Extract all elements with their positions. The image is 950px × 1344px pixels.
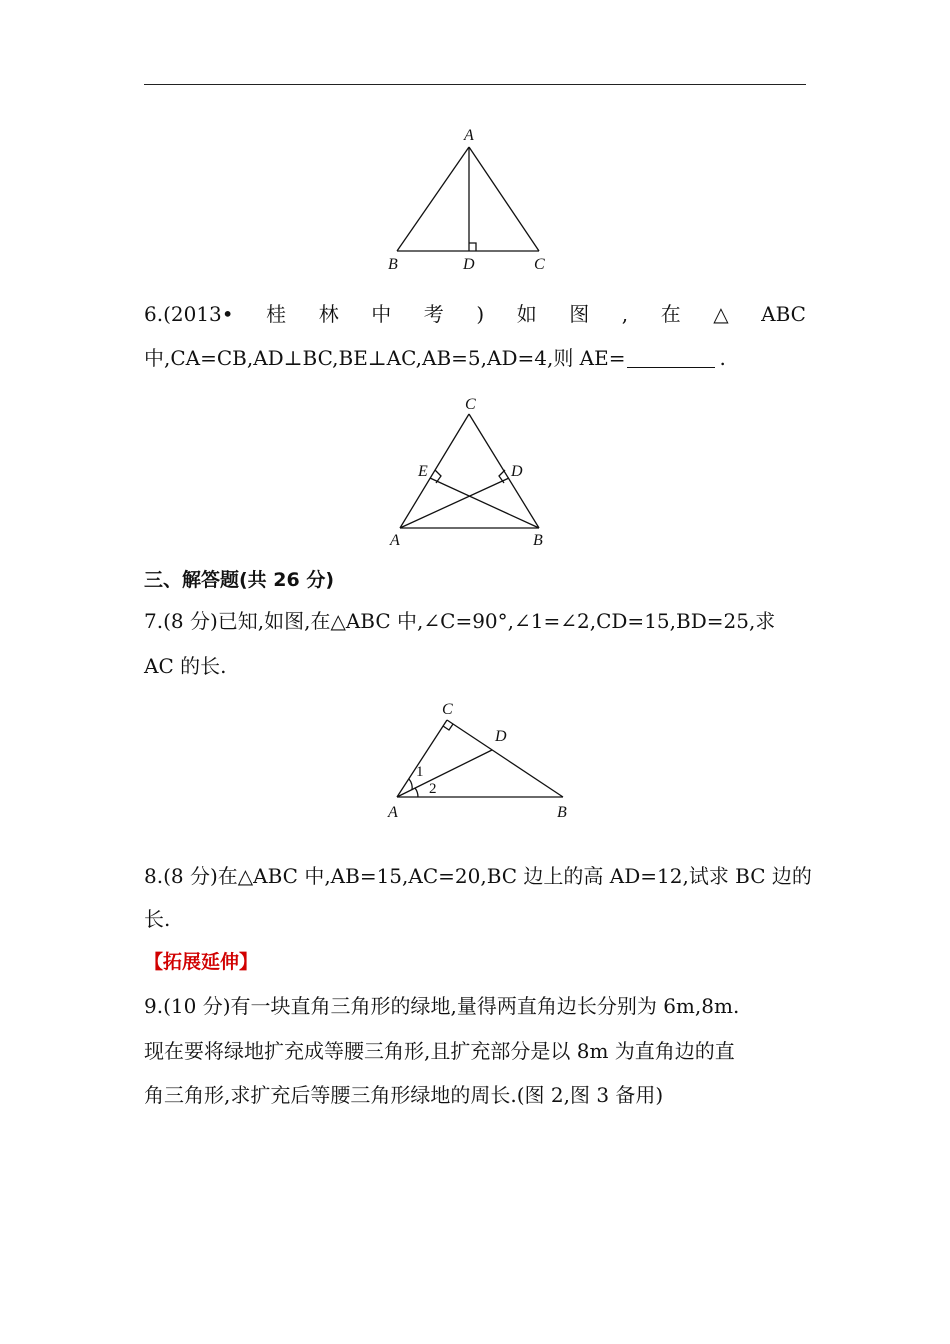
label-angle-1: 1	[416, 764, 424, 780]
bisector-ad	[397, 750, 492, 797]
extension-title: 【拓展延伸】	[144, 951, 259, 973]
q6-part: 6.(2013•	[144, 302, 234, 326]
label-a: A	[464, 127, 474, 144]
answer-blank[interactable]	[627, 347, 715, 368]
q6-part: )	[476, 302, 485, 326]
q6-part: △	[713, 302, 729, 326]
label-b: B	[533, 532, 543, 549]
q9-line2: 现在要将绿地扩充成等腰三角形,且扩充部分是以 8m 为直角边的直	[144, 1039, 735, 1063]
q6-part: 桂	[266, 302, 287, 326]
angle-arc-2	[415, 788, 418, 797]
q7-line2: AC 的长.	[144, 654, 227, 678]
label-c: C	[442, 701, 453, 718]
q6-part: 图	[569, 302, 590, 326]
q9-line3: 角三角形,求扩充后等腰三角形绿地的周长.(图 2,图 3 备用)	[144, 1083, 664, 1107]
altitude-ad	[400, 478, 509, 528]
label-b: B	[388, 256, 398, 273]
q6-part: 考	[423, 302, 444, 326]
q6-part: ,	[621, 302, 629, 326]
q6-part: 在	[660, 302, 681, 326]
q6-part: 林	[318, 302, 339, 326]
label-angle-2: 2	[429, 781, 437, 797]
label-d: D	[495, 728, 507, 745]
label-d: D	[463, 256, 475, 273]
q8-line2: 长.	[144, 907, 171, 931]
q6-line1	[144, 300, 806, 328]
side-ab	[397, 147, 469, 251]
figure-right-triangle-bisector	[380, 696, 580, 826]
side-ca	[400, 414, 469, 528]
q9-line1: 9.(10 分)有一块直角三角形的绿地,量得两直角边长分别为 6m,8m.	[144, 994, 740, 1018]
label-c: C	[465, 396, 476, 413]
label-d: D	[511, 463, 523, 480]
q6-line2	[144, 344, 726, 372]
figure-triangle-two-altitudes	[380, 392, 560, 552]
label-e: E	[418, 463, 428, 480]
right-angle-mark	[469, 243, 476, 251]
q6-line2-end: .	[719, 346, 726, 370]
header-rule	[144, 84, 806, 85]
q6-part: 如	[516, 302, 537, 326]
section-title: 三、解答题(共 26 分)	[144, 569, 335, 591]
side-ac	[397, 720, 447, 797]
label-a: A	[388, 804, 398, 821]
label-c: C	[534, 256, 545, 273]
q6-line2-text: 中,CA=CB,AD⊥BC,BE⊥AC,AB=5,AD=4,则 AE=	[144, 346, 626, 370]
label-a: A	[390, 532, 400, 549]
altitude-be	[430, 478, 539, 528]
q6-part: 中	[371, 302, 392, 326]
angle-arc-1	[409, 779, 412, 790]
q7-line1: 7.(8 分)已知,如图,在△ABC 中,∠C=90°,∠1=∠2,CD=15,BD=25,求	[144, 609, 776, 633]
side-ac	[469, 147, 539, 251]
label-b: B	[557, 804, 567, 821]
figure-triangle-altitude	[380, 122, 560, 274]
q6-part: ABC	[761, 302, 806, 326]
q8-line1: 8.(8 分)在△ABC 中,AB=15,AC=20,BC 边上的高 AD=12,试求 BC 边的	[144, 864, 812, 888]
